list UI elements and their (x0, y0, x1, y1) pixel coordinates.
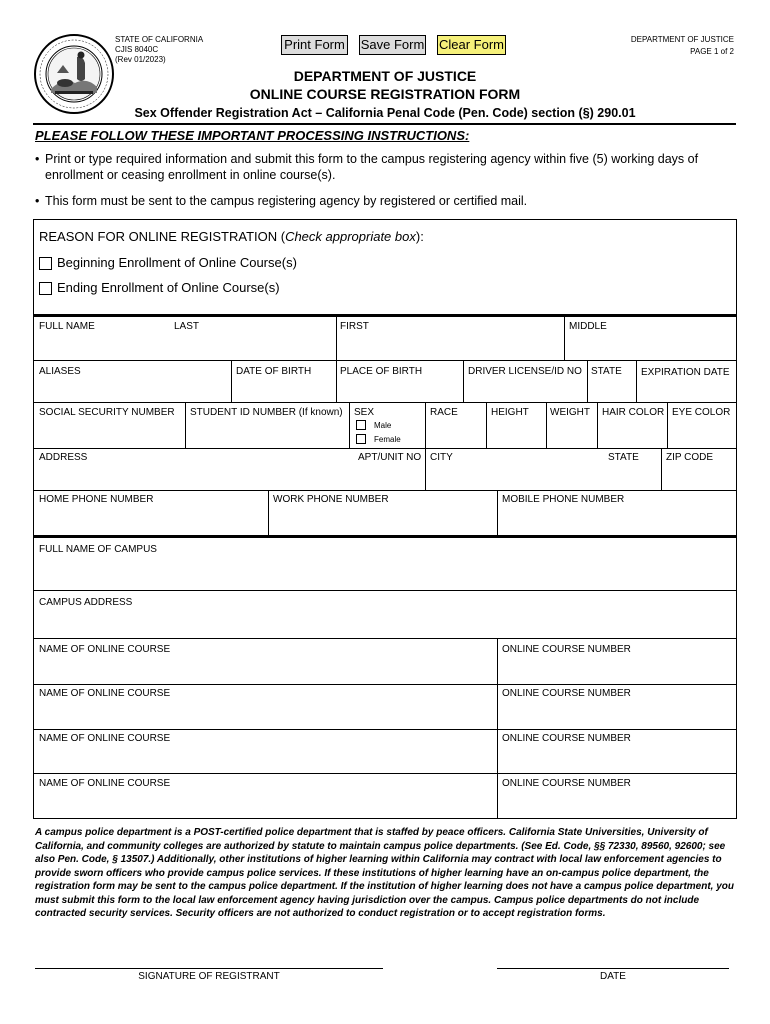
row-divider (33, 590, 737, 591)
instruction-bullet-2 (35, 193, 735, 209)
address-label: ADDRESS (39, 452, 88, 463)
dl-state-input[interactable] (590, 379, 633, 399)
campus-address-input[interactable] (38, 612, 734, 634)
print-form-button[interactable]: Print Form (281, 35, 348, 55)
course-number-label: ONLINE COURSE NUMBER (502, 688, 631, 699)
course-number-input-4[interactable] (500, 793, 734, 815)
driver-license-input[interactable] (466, 379, 584, 399)
dl-state-label: STATE (591, 366, 622, 377)
full-name-label: FULL NAME (39, 321, 95, 332)
apt-unit-label: APT/UNIT NO (358, 452, 422, 463)
hair-color-label: HAIR COLOR (602, 407, 665, 418)
dob-label: DATE OF BIRTH (236, 366, 312, 377)
row-divider (33, 448, 737, 449)
section-divider (33, 314, 737, 317)
zip-code-label: ZIP CODE (666, 452, 714, 463)
pob-input[interactable] (339, 379, 460, 399)
zip-code-input[interactable] (664, 466, 734, 487)
middle-name-label: MIDDLE (569, 321, 607, 332)
reason-label-end: ): (415, 229, 424, 244)
course-name-input-1[interactable] (38, 659, 494, 681)
ssn-input[interactable] (38, 423, 182, 445)
bullet-dot: • (35, 194, 40, 208)
first-name-input[interactable] (339, 335, 561, 357)
instructions-heading: PLEASE FOLLOW THESE IMPORTANT PROCESSING INSTRUCTIONS: (35, 128, 470, 143)
student-id-input[interactable] (188, 423, 346, 445)
race-label: RACE (430, 407, 458, 418)
cell-divider (587, 360, 588, 402)
instruction-bullet-1 (35, 151, 735, 183)
row-divider (33, 402, 737, 403)
middle-name-input[interactable] (567, 335, 734, 357)
ssn-label: SOCIAL SECURITY NUMBER (39, 407, 175, 418)
date-label: DATE (600, 971, 626, 982)
home-phone-input[interactable] (38, 509, 265, 531)
course-number-label: ONLINE COURSE NUMBER (502, 778, 631, 789)
reason-label (39, 229, 424, 244)
hair-color-input[interactable] (600, 423, 664, 445)
male-checkbox[interactable] (356, 420, 366, 430)
height-label: HEIGHT (491, 407, 529, 418)
form-title: ONLINE COURSE REGISTRATION FORM (249, 86, 521, 102)
ending-enrollment-checkbox[interactable] (39, 282, 52, 295)
cell-divider (336, 316, 337, 360)
signature-label: SIGNATURE OF REGISTRANT (138, 971, 280, 982)
course-name-input-2[interactable] (38, 703, 494, 725)
beginning-enrollment-checkbox[interactable] (39, 257, 52, 270)
last-name-input[interactable] (38, 335, 333, 357)
course-name-input-4[interactable] (38, 793, 494, 815)
driver-license-label: DRIVER LICENSE/ID NO (468, 366, 582, 377)
dob-input[interactable] (234, 379, 333, 399)
eye-color-label: EYE COLOR (672, 407, 731, 418)
section-divider (33, 535, 737, 538)
course-number-label: ONLINE COURSE NUMBER (502, 733, 631, 744)
cell-divider (597, 402, 598, 448)
weight-label: WEIGHT (550, 407, 590, 418)
campus-name-input[interactable] (38, 560, 734, 584)
course-name-label: NAME OF ONLINE COURSE (39, 733, 171, 744)
weight-input[interactable] (549, 423, 594, 445)
row-divider (33, 360, 737, 361)
cell-divider (636, 360, 637, 402)
cell-divider (231, 360, 232, 402)
form-revision: (Rev 01/2023) (115, 55, 166, 64)
form-subtitle: Sex Offender Registration Act – California Penal Code (Pen. Code) section (§) 290.01 (134, 106, 636, 120)
form-id: CJIS 8040C (115, 45, 159, 54)
cell-divider (336, 360, 337, 402)
eye-color-input[interactable] (670, 423, 734, 445)
instruction-text-2: This form must be sent to the campus registering agency by registered or certified mail. (45, 194, 528, 208)
row-divider (33, 490, 737, 491)
race-input[interactable] (428, 423, 483, 445)
department-label-small: DEPARTMENT OF JUSTICE (630, 35, 734, 44)
reason-label-hint: Check appropriate box (285, 229, 416, 244)
home-phone-label: HOME PHONE NUMBER (39, 494, 154, 505)
course-name-label: NAME OF ONLINE COURSE (39, 688, 171, 699)
signature-line (35, 968, 383, 969)
course-number-input-1[interactable] (500, 659, 734, 681)
city-input[interactable] (428, 466, 603, 487)
course-number-input-3[interactable] (500, 748, 734, 770)
cell-divider (425, 448, 426, 490)
bullet-dot: • (35, 152, 40, 166)
mobile-phone-label: MOBILE PHONE NUMBER (502, 494, 625, 505)
student-id-label: STUDENT ID NUMBER (If known) (190, 407, 343, 418)
instruction-text-1: Print or type required information and submit this form to the campus registering agency within five (5) working days of enrollment or ceasing enrollment in online course(s). (45, 152, 699, 182)
male-label: Male (374, 421, 392, 430)
cell-divider (349, 402, 350, 448)
course-name-label: NAME OF ONLINE COURSE (39, 644, 171, 655)
address-input[interactable] (38, 466, 353, 487)
cell-divider (463, 360, 464, 402)
height-input[interactable] (489, 423, 543, 445)
apt-unit-input[interactable] (356, 466, 422, 487)
cell-divider (497, 490, 498, 535)
row-divider (33, 729, 737, 730)
cell-divider (564, 316, 565, 360)
row-divider (33, 684, 737, 685)
ending-enrollment-label: Ending Enrollment of Online Course(s) (57, 280, 280, 295)
save-form-button[interactable]: Save Form (359, 35, 426, 55)
cell-divider (185, 402, 186, 448)
expiration-date-input[interactable] (639, 379, 734, 399)
course-name-input-3[interactable] (38, 748, 494, 770)
aliases-label: ALIASES (39, 366, 81, 377)
aliases-input[interactable] (38, 379, 228, 399)
mobile-phone-input[interactable] (500, 509, 734, 531)
last-name-label: LAST (174, 321, 200, 332)
cell-divider (667, 402, 668, 448)
row-divider (33, 638, 737, 639)
date-line (497, 968, 729, 969)
course-name-label: NAME OF ONLINE COURSE (39, 778, 171, 789)
clear-form-button[interactable]: Clear Form (437, 35, 506, 55)
sex-label: SEX (354, 407, 375, 418)
expiration-date-label: EXPIRATION DATE (641, 367, 730, 378)
cell-divider (661, 448, 662, 490)
campus-police-note: A campus police department is a POST-certified police department that is staffed by peace officers. California State Universities, University of California, and community colleges are authorized by statute to maintain campus police departments. (See Ed. Code, §§ 72330, 89560, 92600; see also Pen. Code, § 13507.) Additionally, other institutions of higher learning within California may contract with local law enforcement agencies to provide sworn officers who provide campus police services. If these institutions of higher learning have an on-campus police department, the registration form may be sent to the campus police department. If the institution of higher learning does not have a campus police department, you must submit this form to the local law enforcement agency having jurisdiction over the campus. Campus police departments do not include contracted security services. Security officers are not authorized to conduct registration or to accept registration forms. (35, 827, 734, 919)
female-label: Female (374, 435, 401, 444)
header-divider (33, 123, 736, 125)
state-label: STATE OF CALIFORNIA (115, 35, 204, 44)
work-phone-input[interactable] (271, 509, 494, 531)
first-name-label: FIRST (340, 321, 369, 332)
page-number: PAGE 1 of 2 (690, 47, 734, 56)
row-divider (33, 773, 737, 774)
pob-label: PLACE OF BIRTH (340, 366, 423, 377)
work-phone-label: WORK PHONE NUMBER (273, 494, 389, 505)
cell-divider (486, 402, 487, 448)
cell-divider (425, 402, 426, 448)
address-state-input[interactable] (606, 466, 658, 487)
cell-divider (268, 490, 269, 535)
course-number-label: ONLINE COURSE NUMBER (502, 644, 631, 655)
beginning-enrollment-label: Beginning Enrollment of Online Course(s) (57, 255, 297, 270)
city-label: CITY (430, 452, 453, 463)
course-number-input-2[interactable] (500, 703, 734, 725)
reason-label-text: REASON FOR ONLINE REGISTRATION ( (39, 229, 286, 244)
cell-divider (546, 402, 547, 448)
campus-address-label: CAMPUS ADDRESS (39, 597, 133, 608)
address-state-label: STATE (608, 452, 639, 463)
campus-name-label: FULL NAME OF CAMPUS (39, 544, 157, 555)
page-title: DEPARTMENT OF JUSTICE (293, 68, 477, 84)
female-checkbox[interactable] (356, 434, 366, 444)
